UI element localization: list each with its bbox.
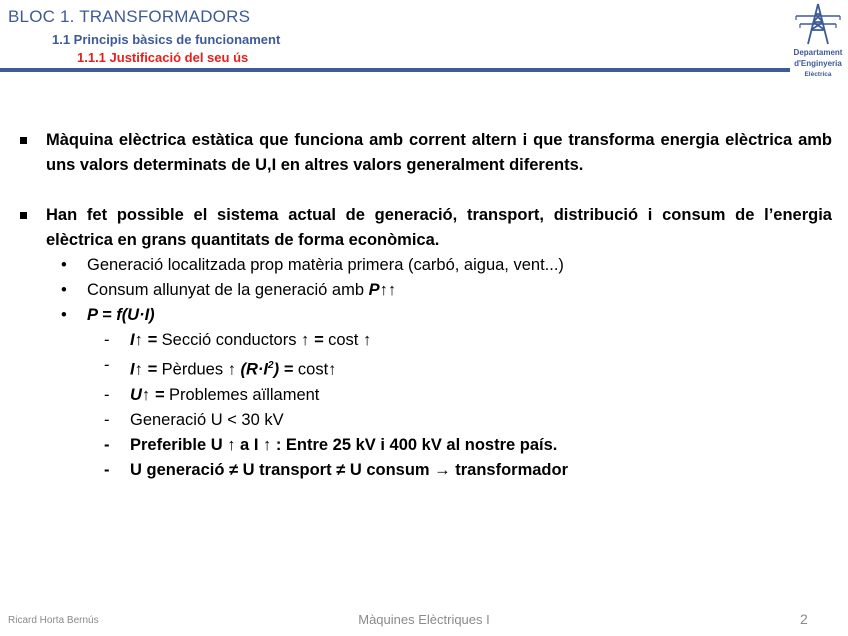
logo-line-1: Departament [793, 48, 843, 57]
dash-bullet-icon: - [104, 331, 110, 349]
power-arrows: P↑↑ [368, 281, 397, 299]
dash-bullet-icon: - [104, 356, 110, 374]
item-losses-part: cost [297, 360, 329, 379]
footer-course: Màquines Elèctriques I [358, 612, 490, 627]
item-transformer [20, 458, 832, 483]
item-losses-part: Pèrdues [161, 360, 228, 379]
item-insulation [20, 383, 832, 408]
item-losses-part: ↑ [328, 360, 337, 379]
bullet-history-text: Han fet possible el sistema actual de generació, transport, distribució i consum de l’energia elèctrica en grans quantitats de forma econòmica. [46, 206, 832, 249]
item-generation-voltage [20, 408, 832, 433]
dash-bullet-icon: - [104, 410, 110, 429]
slide-subtitle: 1.1 Principis bàsics de funcionament [52, 32, 281, 47]
sub-bullet-consumption [20, 278, 832, 303]
round-bullet-icon: • [61, 256, 67, 274]
item-insulation-part: Problemes aïllament [168, 385, 320, 404]
square-bullet-icon [20, 137, 27, 144]
item-section-cost-part: Secció conductors [161, 331, 302, 349]
slide-content [20, 128, 832, 483]
item-generation-voltage-text: Generació U < 30 kV [130, 410, 284, 429]
dash-bullet-icon: - [104, 385, 110, 404]
bullet-definition [20, 128, 832, 178]
item-preferable-part: : Entre 25 kV i 400 kV al nostre país. [271, 435, 558, 454]
sub-bullet-generation [20, 253, 832, 278]
department-logo [790, 2, 846, 80]
item-section-cost-part: ↑ [362, 331, 372, 349]
item-section-cost-part: cost [328, 331, 363, 349]
item-losses [20, 353, 832, 383]
dash-bullet-icon: - [104, 435, 110, 454]
bullet-definition-text: Màquina elèctrica estàtica que funciona amb corrent altern i que transforma energia elèctrica amb uns valors determinats de U,I en altres valors generalment diferents. [46, 131, 832, 174]
logo-line-2: d'Enginyeria [794, 59, 842, 68]
item-losses-part: I↑ = [130, 360, 162, 379]
sub-bullet-consumption-text: Consum allunyat de la generació amb [87, 281, 369, 299]
sub-bullet-formula [20, 303, 832, 328]
item-section-cost [20, 328, 832, 353]
item-section-cost-part: I↑ = [130, 331, 162, 349]
round-bullet-icon: • [61, 306, 67, 324]
header-rule [0, 68, 790, 72]
slide-title: BLOC 1. TRANSFORMADORS [8, 7, 251, 26]
item-preferable-part: Preferible U [130, 435, 228, 454]
slide-subsubtitle: 1.1.1 Justificació del seu ús [77, 50, 249, 65]
item-losses-part: 2 [268, 360, 274, 371]
footer-author: Ricard Horta Bernús [8, 615, 99, 626]
square-bullet-icon [20, 212, 27, 219]
sub-bullet-generation-text: Generació localitzada prop matèria primera (carbó, aigua, vent...) [87, 256, 564, 274]
pylon-icon [790, 2, 846, 46]
item-preferable-part: ↑ [227, 435, 236, 454]
item-losses-part: ) = [273, 360, 298, 379]
power-formula: P = f(U·I) [87, 306, 155, 324]
logo-line-3: Elèctrica [804, 71, 832, 78]
item-preferable-part: ↑ [262, 435, 272, 454]
item-insulation-part: U↑ = [130, 385, 169, 404]
item-preferable [20, 433, 832, 458]
bullet-history [20, 203, 832, 253]
item-losses-part: ↑ (R·I [227, 360, 269, 379]
round-bullet-icon: • [61, 281, 67, 299]
page-number: 2 [800, 611, 808, 627]
item-preferable-part: a I [235, 435, 263, 454]
dash-bullet-icon: - [104, 460, 110, 479]
item-section-cost-part: ↑ = [301, 331, 329, 349]
item-transformer-text: U generació ≠ U transport ≠ U consum → transformador [130, 460, 569, 479]
